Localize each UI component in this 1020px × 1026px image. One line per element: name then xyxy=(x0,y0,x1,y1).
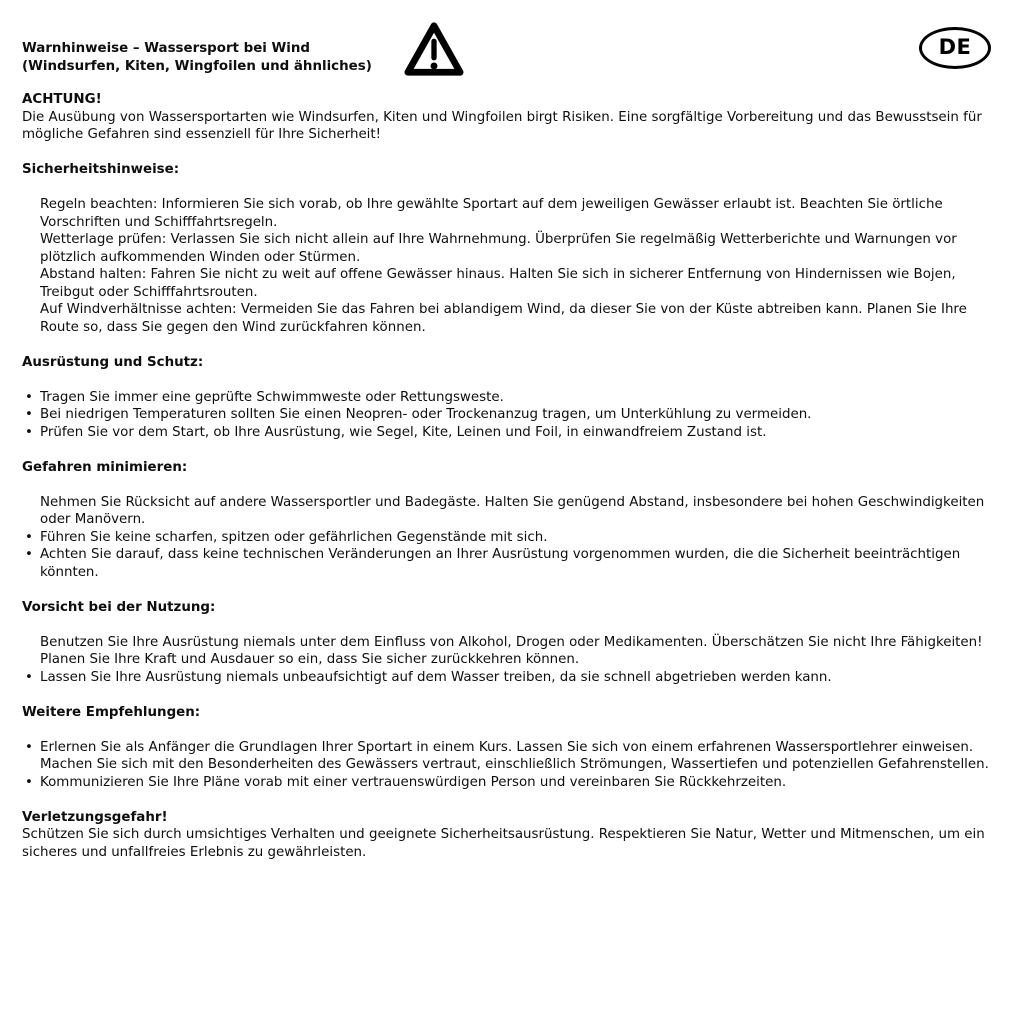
section-heading: Vorsicht bei der Nutzung: xyxy=(22,599,216,615)
list-item xyxy=(22,494,996,529)
list-item-text: Nehmen Sie Rücksicht auf andere Wassersportler und Badegäste. Halten Sie genügend Abstand, insbesondere bei hohen Geschwindigkeiten oder Manövern. xyxy=(40,494,985,527)
section-gefahren-minimieren xyxy=(22,459,996,582)
list-item xyxy=(22,634,996,669)
bullet-icon: • xyxy=(25,389,33,405)
list-item xyxy=(22,389,996,407)
bullet-icon: • xyxy=(25,774,33,790)
paragraph: Die Ausübung von Wassersportarten wie Windsurfen, Kiten und Wingfoilen birgt Risiken. Eine sorgfältige Vorbereitung und das Bewusstsein für mögliche Gefahren sind essenziell für Ihre Sicherheit! xyxy=(22,109,982,142)
list-item-text: Machen Sie sich mit den Besonderheiten des Gewässers vertraut, einschließlich Strömungen, Wassertiefen und potenziellen Gefahrenstellen. xyxy=(40,757,989,772)
doc-title-line-1: Warnhinweise – Wassersport bei Wind xyxy=(22,41,311,56)
bullet-list xyxy=(22,739,996,792)
list-item-text: Achten Sie darauf, dass keine technischen Veränderungen an Ihrer Ausrüstung vorgenommen wurden, die die Sicherheit beeinträchtigen könnten. xyxy=(40,547,961,580)
bullet-icon: • xyxy=(25,547,33,562)
section-ausruestung-und-schutz xyxy=(22,354,996,442)
list-item-text: Bei niedrigen Temperaturen sollten Sie einen Neopren- oder Trockenanzug tragen, um Unterkühlung zu vermeiden. xyxy=(40,407,812,422)
plain-list xyxy=(22,196,996,336)
section-heading: Gefahren minimieren: xyxy=(22,459,188,475)
list-item xyxy=(22,774,996,792)
section-heading: ACHTUNG! xyxy=(22,92,102,107)
list-item xyxy=(22,196,996,231)
list-item xyxy=(22,231,996,266)
section-heading: Weitere Empfehlungen: xyxy=(22,704,201,720)
doc-title xyxy=(22,40,412,75)
list-item xyxy=(22,756,996,774)
language-badge: DE xyxy=(919,27,991,69)
list-item-text: Wetterlage prüfen: Verlassen Sie sich nicht allein auf Ihre Wahrnehmung. Überprüfen Sie regelmäßig Wetterberichte und Warnungen vor plötzlich aufkommenden Winden oder Stürmen. xyxy=(40,232,957,265)
bullet-icon: • xyxy=(25,407,33,422)
bullet-list xyxy=(22,634,996,687)
section-achtung xyxy=(22,91,996,144)
list-item-text: Auf Windverhältnisse achten: Vermeiden Sie das Fahren bei ablandigem Wind, da dieser Sie von der Küste abtreiben kann. Planen Sie Ihre Route so, dass Sie gegen den Wind zurückfahren können. xyxy=(40,302,967,335)
list-item-text: Abstand halten: Fahren Sie nicht zu weit auf offene Gewässer hinaus. Halten Sie sich in sicherer Entfernung von Hindernissen wie Bojen, Treibgut oder Schifffahrtsrouten. xyxy=(40,267,956,300)
list-item xyxy=(22,529,996,547)
warning-triangle-icon xyxy=(403,20,465,80)
section-weitere-empfehlungen xyxy=(22,704,996,792)
bullet-list xyxy=(22,494,996,582)
section-verletzungsgefahr xyxy=(22,809,996,862)
list-item-text: Erlernen Sie als Anfänger die Grundlagen Ihrer Sportart in einem Kurs. Lassen Sie sich von einem erfahrenen Wassersportlehrer einweisen. xyxy=(40,739,974,755)
paragraph: Schützen Sie sich durch umsichtiges Verhalten und geeignete Sicherheitsausrüstung. Respektieren Sie Natur, Wetter und Mitmenschen, um ein sicheres und unfallfreies Erlebnis zu gewährleisten. xyxy=(22,827,985,860)
list-item-text: Prüfen Sie vor dem Start, ob Ihre Ausrüstung, wie Segel, Kite, Leinen und Foil, in einwandfreiem Zustand ist. xyxy=(40,424,767,440)
section-sicherheitshinweise xyxy=(22,161,996,336)
list-item-text: Tragen Sie immer eine geprüfte Schwimmweste oder Rettungsweste. xyxy=(40,389,504,405)
list-item xyxy=(22,424,996,442)
list-item-text: Regeln beachten: Informieren Sie sich vorab, ob Ihre gewählte Sportart auf dem jeweiligen Gewässer erlaubt ist. Beachten Sie örtliche Vorschriften und Schifffahrtsregeln. xyxy=(40,197,943,230)
list-item xyxy=(22,739,996,757)
list-item-text: Benutzen Sie Ihre Ausrüstung niemals unter dem Einfluss von Alkohol, Drogen oder Medikamenten. Überschätzen Sie nicht Ihre Fähigkeiten! Planen Sie Ihre Kraft und Ausdauer so ein, dass Sie sicher zurückkehren können. xyxy=(40,634,983,667)
bullet-icon: • xyxy=(25,669,33,685)
list-item-text: Führen Sie keine scharfen, spitzen oder gefährlichen Gegenstände mit sich. xyxy=(40,529,548,545)
list-item xyxy=(22,669,996,687)
section-heading: Ausrüstung und Schutz: xyxy=(22,354,204,370)
list-item-text: Kommunizieren Sie Ihre Pläne vorab mit einer vertrauenswürdigen Person und vereinbaren Sie Rückkehrzeiten. xyxy=(40,774,787,790)
list-item xyxy=(22,546,996,581)
list-item xyxy=(22,406,996,424)
section-heading: Sicherheitshinweise: xyxy=(22,162,180,177)
list-item xyxy=(22,301,996,336)
section-heading: Verletzungsgefahr! xyxy=(22,809,168,825)
doc-title-line-2: (Windsurfen, Kiten, Wingfoilen und ähnliches) xyxy=(22,58,372,74)
doc-header xyxy=(22,35,996,75)
list-item xyxy=(22,266,996,301)
bullet-icon: • xyxy=(25,739,33,755)
list-item-text: Lassen Sie Ihre Ausrüstung niemals unbeaufsichtigt auf dem Wasser treiben, da sie schnell abgetrieben werden kann. xyxy=(40,669,832,685)
bullet-icon: • xyxy=(25,424,33,440)
section-vorsicht-bei-der-nutzung xyxy=(22,599,996,687)
bullet-list xyxy=(22,389,996,442)
bullet-icon: • xyxy=(25,529,33,545)
